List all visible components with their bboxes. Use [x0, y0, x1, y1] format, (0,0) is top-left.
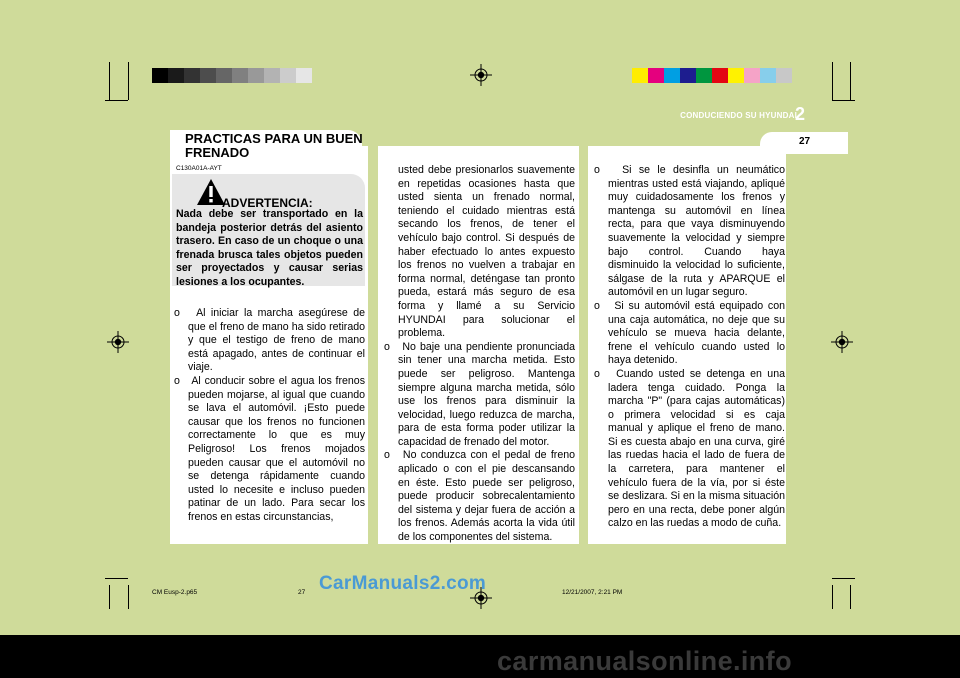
calibration-swatch [744, 68, 760, 83]
registration-mark-icon [470, 64, 492, 86]
section-code: C130A01A-AYT [176, 165, 222, 172]
calibration-swatch [152, 68, 168, 83]
registration-mark-icon [831, 331, 853, 353]
footer-filename: CM Eusp-2.p65 [152, 589, 198, 596]
column-3 [594, 164, 785, 531]
crop-mark [105, 100, 128, 101]
warning-text: Nada debe ser transportado en la bandeja posterior detrás del asiento trasero. En caso de un choque o una frenada brusca tales objetos pueden ser proyectados y causar serias lesiones a los ocupantes. [176, 208, 363, 288]
column-2 [384, 164, 575, 545]
calibration-swatch [728, 68, 744, 83]
crop-mark [850, 585, 851, 609]
warning-title: ADVERTENCIA: [222, 196, 313, 210]
calibration-swatch [696, 68, 712, 83]
crop-mark [832, 585, 833, 609]
calibration-swatch [200, 68, 216, 83]
bottom-watermark: carmanualsonline.info [497, 646, 792, 676]
calibration-swatch [248, 68, 264, 83]
page-title: PRACTICAS PARA UN BUEN FRENADO [185, 131, 363, 160]
list-item: o Si se le desinfla un neumático mientras usted está viajando, apliqué muy cuidadosamente los frenos y mantenga su automóvil en línea recta, para que vaya disminuyendo suavemente la velocidad y siempre bajo control. Cuando haya disminuido la velocidad lo suficiente, sálgase de la ruta y APARQUE el automóvil en un lugar seguro. [594, 164, 785, 299]
calibration-swatch [232, 68, 248, 83]
registration-mark-icon [107, 331, 129, 353]
watermark-link[interactable]: CarManuals2.com [319, 573, 487, 594]
calibration-swatch [216, 68, 232, 83]
crop-mark [128, 585, 129, 609]
page-number: 27 [799, 136, 811, 147]
crop-mark [128, 62, 129, 100]
crop-mark [832, 578, 855, 579]
calibration-swatch [280, 68, 296, 83]
calibration-swatch [664, 68, 680, 83]
list-item: o Al conducir sobre el agua los frenos pueden mojarse, al igual que cuando se lava el automóvil. ¡Esto puede causar que los frenos no funcionen correctamente lo que es muy Peligroso! Los frenos mojados pueden causar que el automóvil no se detenga rápidamente cuando usted lo necesite e incluso pueden patinar de un lado. Para secar los frenos en estas circunstancias, [174, 374, 365, 523]
list-item: o No baje una pendiente pronunciada sin tener una marcha metida. Esto puede ser peligroso. Mantenga siempre alguna marcha metida, sólo use los frenos para disminuir la velocidad, luego reduzca de marcha, para de esta forma poder utilizar la capacidad de frenado del motor. [384, 340, 575, 448]
crop-mark [105, 578, 128, 579]
crop-mark [832, 62, 833, 100]
column-1 [174, 307, 365, 525]
calibration-swatch [648, 68, 664, 83]
calibration-swatch [760, 68, 776, 83]
color-calibration-bar [632, 68, 792, 83]
footer-page: 27 [298, 589, 306, 596]
list-item: o Cuando usted se detenga en una ladera tenga cuidado. Ponga la marcha "P" (para cajas automáticas) o primera velocidad si es caja manual y aplique el freno de mano. Si es cuesta abajo en una curva, giré las ruedas hacia el lado de fuera de la carretera, para mantener el vehículo fuera de la vía, por si éste se deslizara. Si en la misma situación pero en una recta, debe poner algún calzo en las ruedas a modo de cuña. [594, 367, 785, 530]
grayscale-calibration-bar [152, 68, 312, 83]
continuation-paragraph: usted debe presionarlos suavemente en repetidas ocasiones hasta que usted sienta un frenado normal, teniendo el cuidado mientras está secando los frenos, de tener el vehículo bajo control. Si después de haber efectuado lo antes expuesto los frenos no vuelven a trabajar en forma normal, deténgase tan pronto pueda, estará más seguro de esa forma y llamé a su Servicio HYUNDAI para solucionar el problema. [398, 164, 575, 340]
calibration-swatch [184, 68, 200, 83]
calibration-swatch [632, 68, 648, 83]
chapter-number: 2 [795, 104, 806, 124]
list-item: o No conduzca con el pedal de freno aplicado o con el pie descansando en éste. Esto puede ser peligroso, puede producir sobrecalentamiento del sistema y dejar fuera de acción a los frenos. Además acorta la vida útil de los componentes del sistema. [384, 449, 575, 544]
calibration-swatch [712, 68, 728, 83]
crop-mark [109, 62, 110, 100]
list-item: o Si su automóvil está equipado con una caja automática, no deje que su vehículo se mueva hacia delante, frene el vehículo cuando usted lo haya detenido. [594, 299, 785, 367]
calibration-swatch [296, 68, 312, 83]
calibration-swatch [680, 68, 696, 83]
calibration-swatch [168, 68, 184, 83]
crop-mark [109, 585, 110, 609]
calibration-swatch [776, 68, 792, 83]
footer-date: 12/21/2007, 2:21 PM [562, 589, 623, 596]
crop-mark [850, 62, 851, 100]
crop-mark [832, 100, 855, 101]
section-header: CONDUCIENDO SU HYUNDAI [680, 111, 797, 120]
list-item: o Al iniciar la marcha asegúrese de que el freno de mano ha sido retirado y que el testigo de freno de mano está apagado, antes de continuar el viaje. [174, 307, 365, 374]
calibration-swatch [264, 68, 280, 83]
